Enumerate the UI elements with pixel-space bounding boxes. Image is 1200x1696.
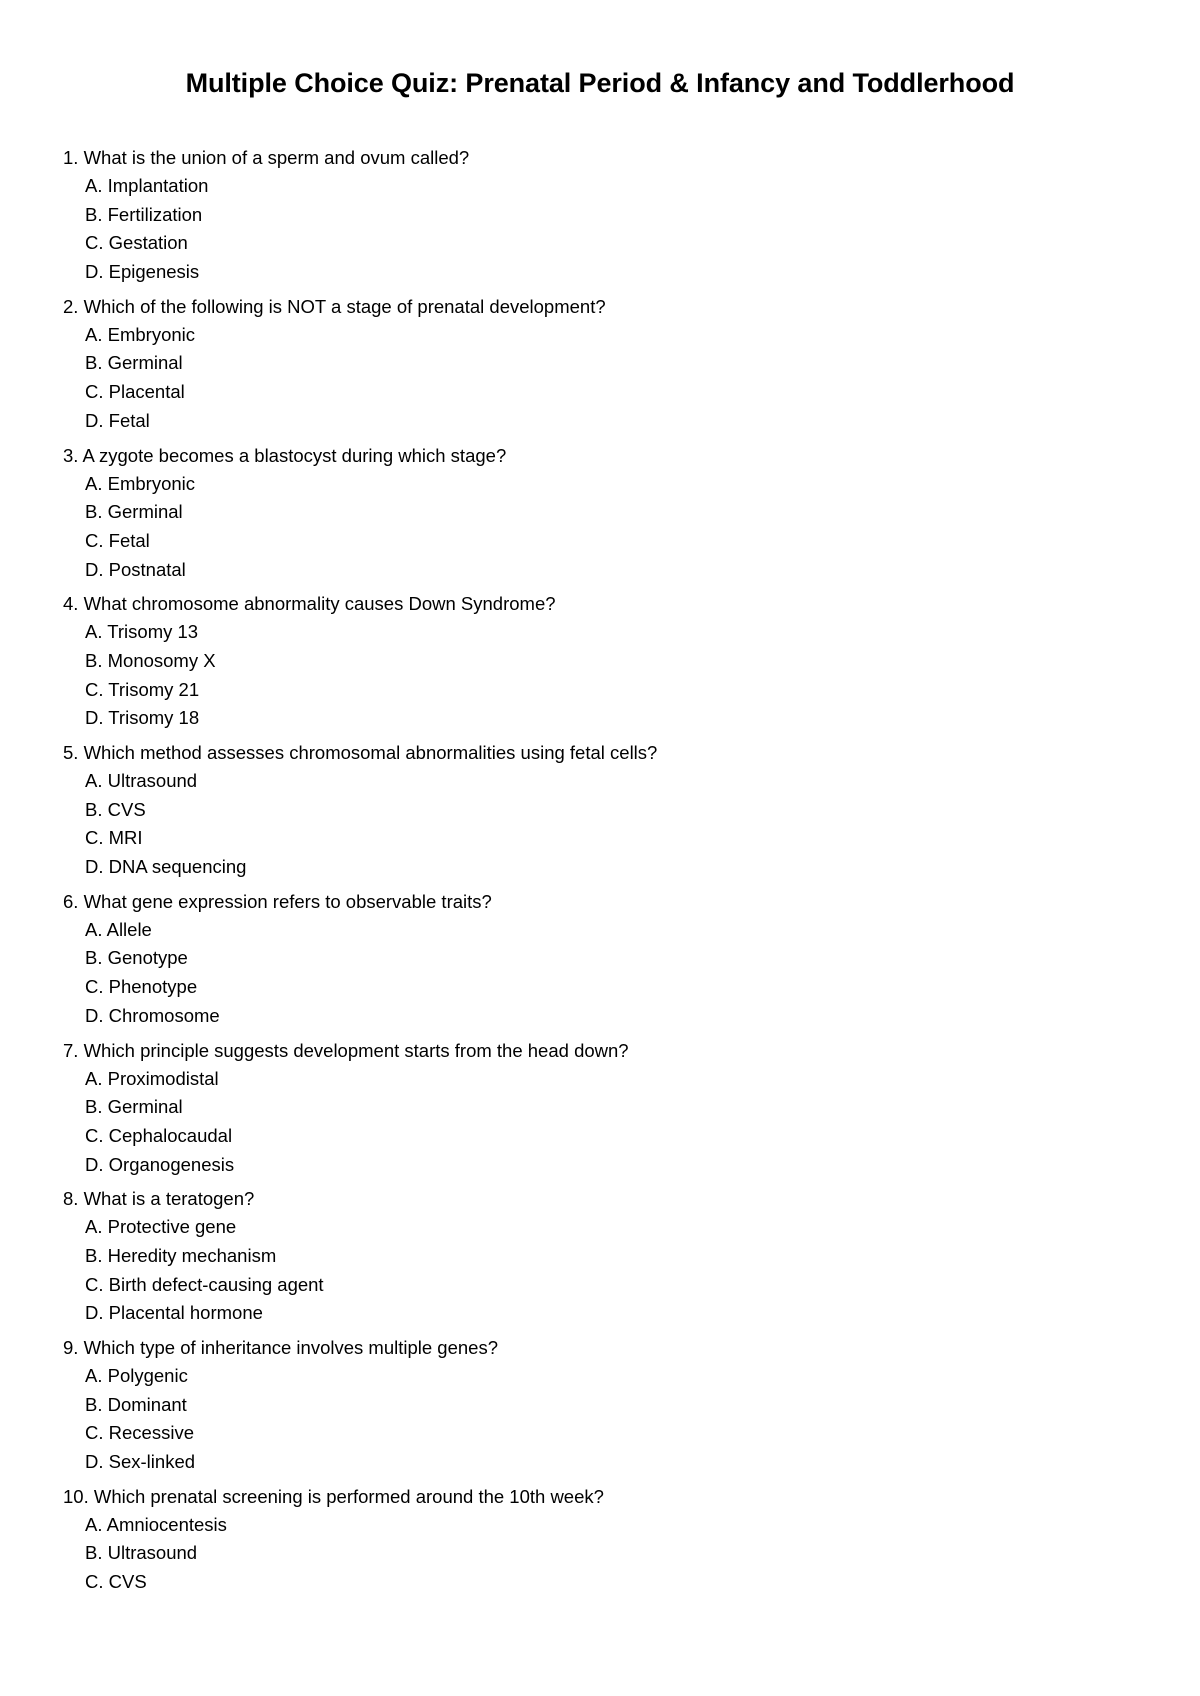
option-d: D. Organogenesis [85,1153,235,1175]
option-b: B. Heredity mechanism [85,1244,277,1266]
option-a: A. Embryonic [85,323,196,345]
question-5 [63,739,1143,882]
question-list [63,144,1143,1603]
option-d: D. Fetal [85,409,150,431]
option-c: C. MRI [85,827,143,849]
question-text: 6. What gene expression refers to observable traits? [63,890,492,912]
option-b: B. CVS [85,798,146,820]
option-b: B. Germinal [85,501,183,523]
option-a: A. Polygenic [85,1365,188,1386]
option-c: C. Trisomy 21 [85,678,200,700]
option-a: A. Allele [85,918,152,940]
option-b: B. Genotype [85,947,188,969]
option-d: D. DNA sequencing [85,856,247,878]
option-d: D. Trisomy 18 [85,707,200,729]
option-d: D. Placental hormone [85,1302,263,1324]
question-3 [63,442,1143,585]
option-b: B. Ultrasound [85,1542,198,1564]
page-title: Multiple Choice Quiz: Prenatal Period & Infancy and Toddlerhood [185,68,1015,98]
option-c: C. Phenotype [85,976,198,998]
option-d: D. Chromosome [85,1004,220,1026]
option-c: C. Gestation [85,232,188,254]
option-d: D. Epigenesis [85,261,200,283]
question-1 [63,144,1143,287]
question-text: 1. What is the union of a sperm and ovum called? [63,147,470,168]
option-a: A. Amniocentesis [85,1513,227,1535]
question-text: 10. Which prenatal screening is performed around the 10th week? [63,1485,604,1507]
question-9 [63,1334,1143,1477]
question-10 [63,1483,1143,1597]
option-b: B. Fertilization [85,203,203,225]
question-text: 7. Which principle suggests development starts from the head down? [63,1039,629,1061]
question-text: 8. What is a teratogen? [63,1188,255,1210]
question-4 [63,590,1143,733]
question-2 [63,293,1143,436]
option-a: A. Ultrasound [85,770,198,791]
question-text: 2. Which of the following is NOT a stage of prenatal development? [63,295,606,317]
option-c: C. CVS [85,1571,147,1593]
option-b: B. Monosomy X [85,649,216,671]
option-d: D. Postnatal [85,558,186,580]
option-b: B. Germinal [85,1096,183,1118]
question-text: 5. Which method assesses chromosomal abnormalities using fetal cells? [63,742,658,763]
option-b: B. Germinal [85,352,183,374]
option-b: B. Dominant [85,1393,187,1415]
question-6 [63,888,1143,1031]
option-c: C. Cephalocaudal [85,1124,233,1146]
option-c: C. Placental [85,381,185,403]
question-text: 4. What chromosome abnormality causes Down Syndrome? [63,593,556,615]
option-a: A. Implantation [85,175,209,196]
question-7 [63,1037,1143,1180]
option-a: A. Proximodistal [85,1067,219,1089]
question-text: 9. Which type of inheritance involves multiple genes? [63,1337,498,1358]
option-a: A. Embryonic [85,472,196,494]
option-c: C. Fetal [85,529,150,551]
option-a: A. Trisomy 13 [85,621,199,643]
option-d: D. Sex-linked [85,1451,196,1473]
question-text: 3. A zygote becomes a blastocyst during which stage? [63,444,507,466]
option-a: A. Protective gene [85,1216,237,1238]
question-8 [63,1185,1143,1328]
option-c: C. Birth defect-causing agent [85,1273,324,1295]
option-c: C. Recessive [85,1422,194,1444]
